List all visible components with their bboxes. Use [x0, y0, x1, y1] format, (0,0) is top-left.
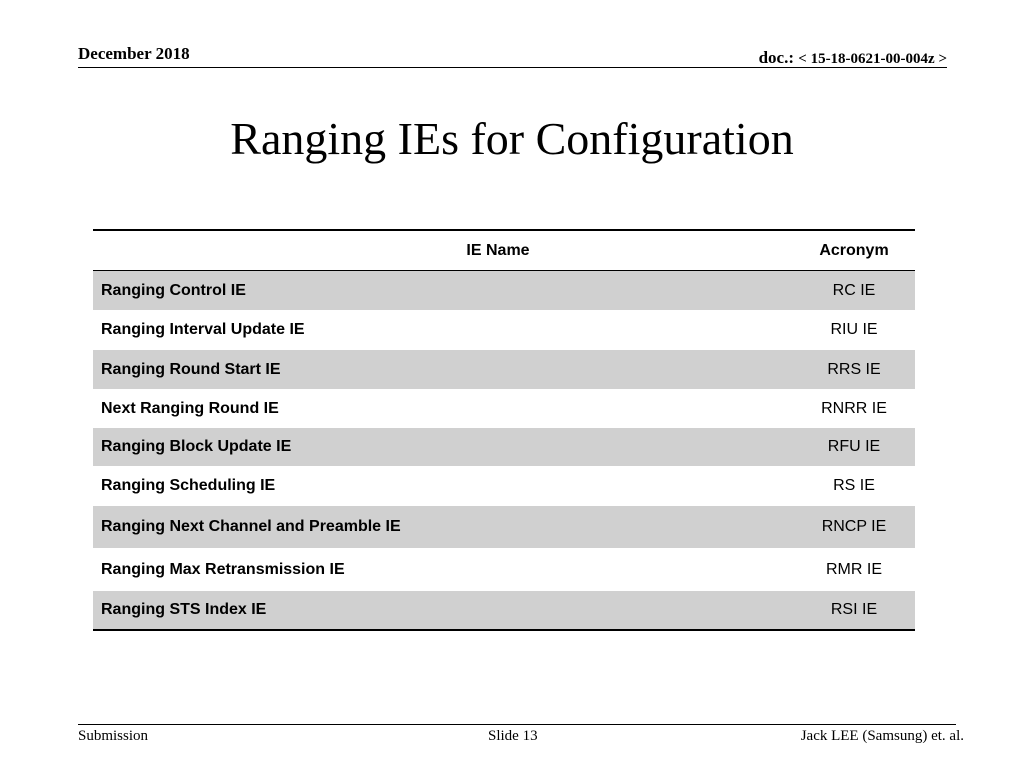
acronym-cell: RS IE: [833, 477, 875, 494]
ie-name-cell: Ranging Block Update IE: [101, 438, 292, 455]
table-row: [93, 506, 915, 548]
ie-name-cell: Ranging Round Start IE: [101, 360, 281, 378]
header-divider: [78, 67, 947, 68]
acronym-cell: RRS IE: [827, 360, 881, 378]
ie-name-cell: Ranging Next Channel and Preamble IE: [101, 518, 401, 535]
doc-number: < 15-18-0621-00-004z >: [798, 51, 947, 67]
ie-name-cell: Ranging Control IE: [101, 281, 246, 299]
acronym-cell: RNRR IE: [821, 399, 887, 417]
ie-table: [93, 229, 915, 631]
table-row: [93, 466, 915, 506]
ie-name-cell: Ranging Scheduling IE: [101, 477, 276, 494]
acronym-cell: RSI IE: [830, 601, 878, 618]
doc-label: doc.:: [758, 48, 795, 67]
table-row: [93, 428, 915, 466]
footer-author: Jack LEE (Samsung) et. al.: [800, 728, 964, 744]
ie-name-cell: Ranging Max Retransmission IE: [101, 560, 345, 578]
table-row: [93, 548, 915, 591]
table-header-row: [93, 231, 915, 271]
table-row: [93, 271, 915, 310]
table-row: [93, 591, 915, 629]
slide-title: Ranging IEs for Configuration: [230, 113, 794, 164]
ie-name-cell: Ranging STS Index IE: [101, 601, 267, 618]
table-row: [93, 310, 915, 350]
table-row: [93, 350, 915, 389]
footer-slide-number: Slide 13: [488, 728, 538, 744]
header-date: December 2018: [78, 44, 190, 63]
acronym-cell: RFU IE: [827, 438, 881, 455]
column-header-acronym: Acronym: [819, 241, 889, 259]
footer-divider: [78, 724, 956, 725]
header-doc-id: [759, 48, 947, 68]
acronym-cell: RNCP IE: [821, 518, 887, 535]
ie-name-cell: Next Ranging Round IE: [101, 399, 279, 417]
footer-submission: Submission: [78, 728, 149, 744]
ie-name-cell: Ranging Interval Update IE: [101, 321, 305, 338]
column-header-ie-name: IE Name: [466, 241, 530, 259]
table-row: [93, 389, 915, 428]
acronym-cell: RC IE: [832, 281, 876, 299]
acronym-cell: RMR IE: [826, 560, 882, 578]
acronym-cell: RIU IE: [830, 321, 878, 338]
